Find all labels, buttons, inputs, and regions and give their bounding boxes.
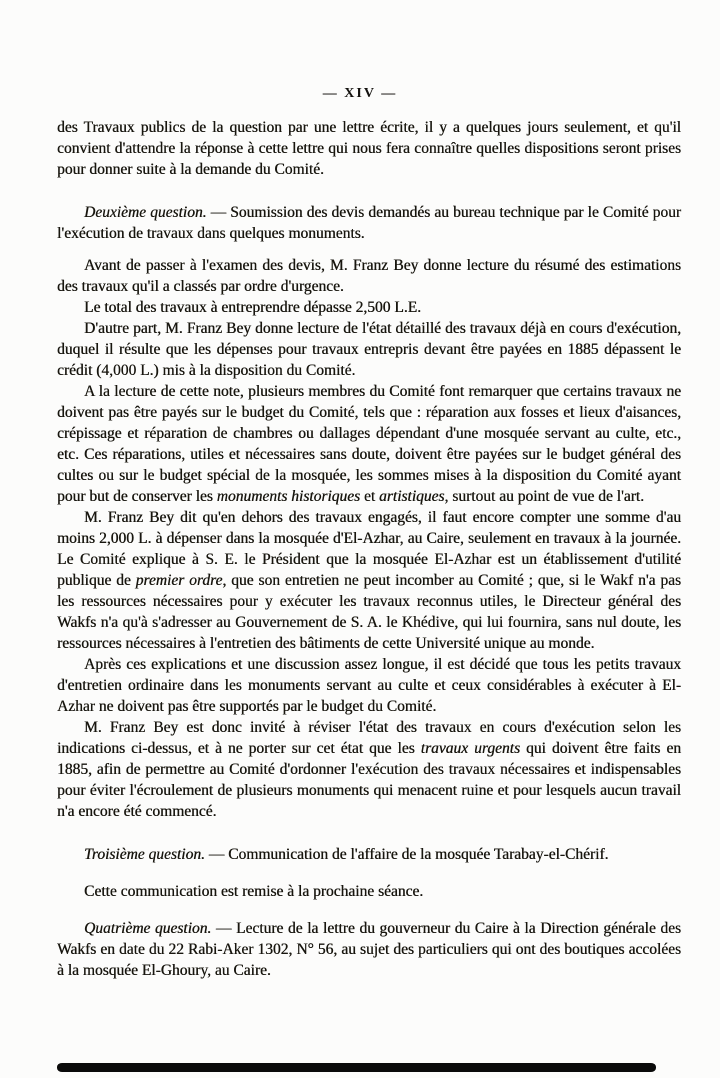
text-run: M. Franz Bey dit qu'en dehors des travaux engagés, il faut encore compter une somme d'au moins 2,000 L. à dépenser dans la mosquée d'El-Azhar, au Caire, seulement en travaux à la journée. Le Comité explique à S. E. le Président que la mosquée El-Azhar est un établissement d'utilité publique de (57, 509, 681, 589)
italic-run: monuments historiques (216, 488, 361, 505)
scan-artifact-bar (57, 1063, 656, 1072)
text-run: — Lecture de la lettre du gouverneur du Caire à la Direction générale des Wakfs en date du 22 Rabi-Aker 1302, N° 56, au sujet des particuliers qui ont des boutiques accolées à la mosquée El-Ghoury, au Caire. (57, 920, 681, 979)
paragraph (57, 844, 681, 865)
text-run: Le total des travaux à entreprendre dépasse 2,500 L.E. (84, 299, 421, 316)
text-run: , surtout au point de vue de l'art. (444, 488, 644, 505)
paragraph (57, 202, 681, 244)
paragraph (57, 297, 681, 318)
text-run: M. Franz Bey est donc invité à réviser l'état des travaux en cours d'exécution selon les indications ci-dessus, et à ne porter sur cet état que les (57, 719, 681, 757)
text-run: qui doivent être faits en 1885, afin de permettre au Comité d'ordonner l'exécution des travaux nécessaires et indispensables pour éviter l'écroulement de plusieurs monuments qui menacent ruine et pour lesquels aucun travail n'a encore été commencé. (57, 740, 681, 820)
paragraph (57, 255, 681, 297)
paragraph (57, 881, 681, 902)
text-run: et (360, 488, 379, 505)
paragraph (57, 654, 681, 717)
paragraph (57, 381, 681, 507)
text-run: Avant de passer à l'examen des devis, M. Franz Bey donne lecture du résumé des estimations des travaux qu'il a classés par ordre d'urgence. (57, 257, 681, 295)
italic-run: artistiques (379, 488, 445, 505)
paragraph (57, 507, 681, 654)
text-run: , que son entretien ne peut incomber au Comité ; que, si le Wakf n'a pas les ressources nécessaires pour y exécuter les travaux reconnus utiles, le Directeur général des Wakfs n'a qu'à s'adresser au Gouvernement de S. A. le Khédive, qui lui fournira, sans nul doute, les ressources nécessaires à l'entretien des bâtiments de cette Université unique au monde. (57, 572, 681, 652)
text-run: des Travaux publics de la question par une lettre écrite, il y a quelques jours seulement, et qu'il convient d'attendre la réponse à cette lettre qui nous fera connaître quelles dispositions seront prises pour donner suite à la demande du Comité. (57, 119, 681, 178)
paragraph (57, 117, 681, 180)
paragraph (57, 918, 681, 981)
text-run: D'autre part, M. Franz Bey donne lecture de l'état détaillé des travaux déjà en cours d'exécution, duquel il résulte que les dépenses pour travaux entrepris devant être payées en 1885 dépassent le crédit (4,000 L.) mis à la disposition du Comité. (57, 320, 681, 379)
italic-run: travaux urgents (420, 740, 521, 757)
italic-run: Troisième question. (84, 846, 205, 863)
italic-run: Deuxième question. (84, 204, 207, 221)
italic-run: Quatrième question. (84, 920, 212, 937)
text-run: A la lecture de cette note, plusieurs membres du Comité font remarquer que certains travaux ne doivent pas être payés sur le budget du Comité, tels que : réparation aux fosses et lieux d'aisances, crépissage et réparation de chambres ou dallages dépendant d'une mosquée servant au culte, etc., etc. Ces réparations, utiles et nécessaires sans doute, doivent être payées sur le budget général des cultes ou sur le budget spécial de la mosquée, les sommes mises à la disposition du Comité ayant pour but de conserver les (57, 383, 681, 505)
text-run: Cette communication est remise à la prochaine séance. (84, 883, 424, 900)
paragraph (57, 717, 681, 822)
paragraph (57, 318, 681, 381)
italic-run: premier ordre (135, 572, 223, 589)
text-run: — Communication de l'affaire de la mosquée Tarabay-el-Chérif. (204, 846, 609, 863)
page-body (57, 117, 681, 981)
text-run: Après ces explications et une discussion assez longue, il est décidé que tous les petits travaux d'entretien ordinaire dans les monuments servant au culte et ceux considérables à exécuter à El-Azhar ne doivent pas être supportés par le budget du Comité. (57, 656, 681, 715)
page-number: — XIV — (322, 86, 398, 101)
text-run: — Soumission des devis demandés au bureau technique par le Comité pour l'exécution de travaux dans quelques monuments. (57, 204, 681, 242)
